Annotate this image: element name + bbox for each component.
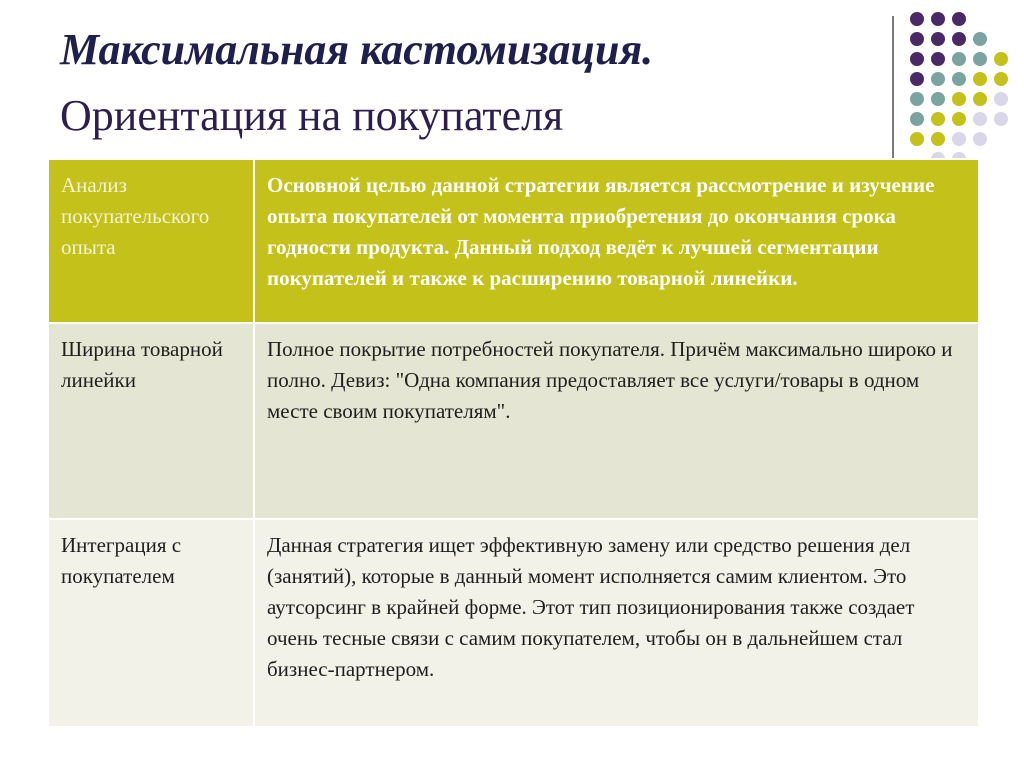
table-row — [48, 159, 979, 323]
divider-line — [892, 16, 894, 158]
dot-icon — [994, 72, 1008, 86]
dot-icon — [952, 12, 966, 26]
row-label: Интеграция с покупателем — [48, 519, 254, 727]
dot-icon — [931, 52, 945, 66]
dot-icon — [931, 32, 945, 46]
dot-icon — [973, 32, 987, 46]
strategy-table — [47, 158, 980, 728]
dot-icon — [931, 72, 945, 86]
row-description: Основной целью данной стратегии является рассмотрение и изучение опыта покупателей от момента приобретения до окончания срока годности продукта. Данный подход ведёт к лучшей сегментации покупателей и также к расширению товарной линейки. — [254, 159, 979, 323]
slide-title — [60, 22, 880, 144]
dot-icon — [952, 32, 966, 46]
dot-icon — [994, 52, 1008, 66]
dot-icon — [952, 92, 966, 106]
title-line-1: Максимальная кастомизация. — [60, 25, 654, 74]
dot-icon — [973, 132, 987, 146]
row-description: Данная стратегия ищет эффективную замену или средство решения дел (занятий), которые в данный момент исполняется самим клиентом. Это аутсорсинг в крайней форме. Этот тип позиционирования также создает очень тесные связи с самим покупателем, чтобы он в дальнейшем стал бизнес-партнером. — [254, 519, 979, 727]
row-label: Ширина товарной линейки — [48, 323, 254, 519]
dot-icon — [952, 132, 966, 146]
dot-icon — [931, 12, 945, 26]
dot-icon — [910, 92, 924, 106]
table-row — [48, 519, 979, 727]
dot-icon — [910, 72, 924, 86]
dot-icon — [910, 112, 924, 126]
dot-icon — [973, 52, 987, 66]
dot-icon — [973, 72, 987, 86]
dot-icon — [952, 52, 966, 66]
dot-icon — [994, 92, 1008, 106]
dot-icon — [994, 112, 1008, 126]
dot-icon — [973, 112, 987, 126]
row-description: Полное покрытие потребностей покупателя. Причём максимально широко и полно. Девиз: "Одна компания предоставляет все услуги/товары в одном месте своим покупателям". — [254, 323, 979, 519]
dot-icon — [910, 132, 924, 146]
title-line-2: Ориентация на покупателя — [60, 91, 564, 140]
dot-icon — [931, 92, 945, 106]
dot-icon — [910, 52, 924, 66]
dot-icon — [910, 32, 924, 46]
dot-icon — [952, 112, 966, 126]
row-label: Анализ покупательского опыта — [48, 159, 254, 323]
dot-icon — [931, 132, 945, 146]
table-row — [48, 323, 979, 519]
dot-icon — [973, 92, 987, 106]
dot-icon — [952, 72, 966, 86]
dot-icon — [931, 112, 945, 126]
dot-icon — [910, 12, 924, 26]
decorative-dot-grid-icon — [910, 12, 1010, 162]
